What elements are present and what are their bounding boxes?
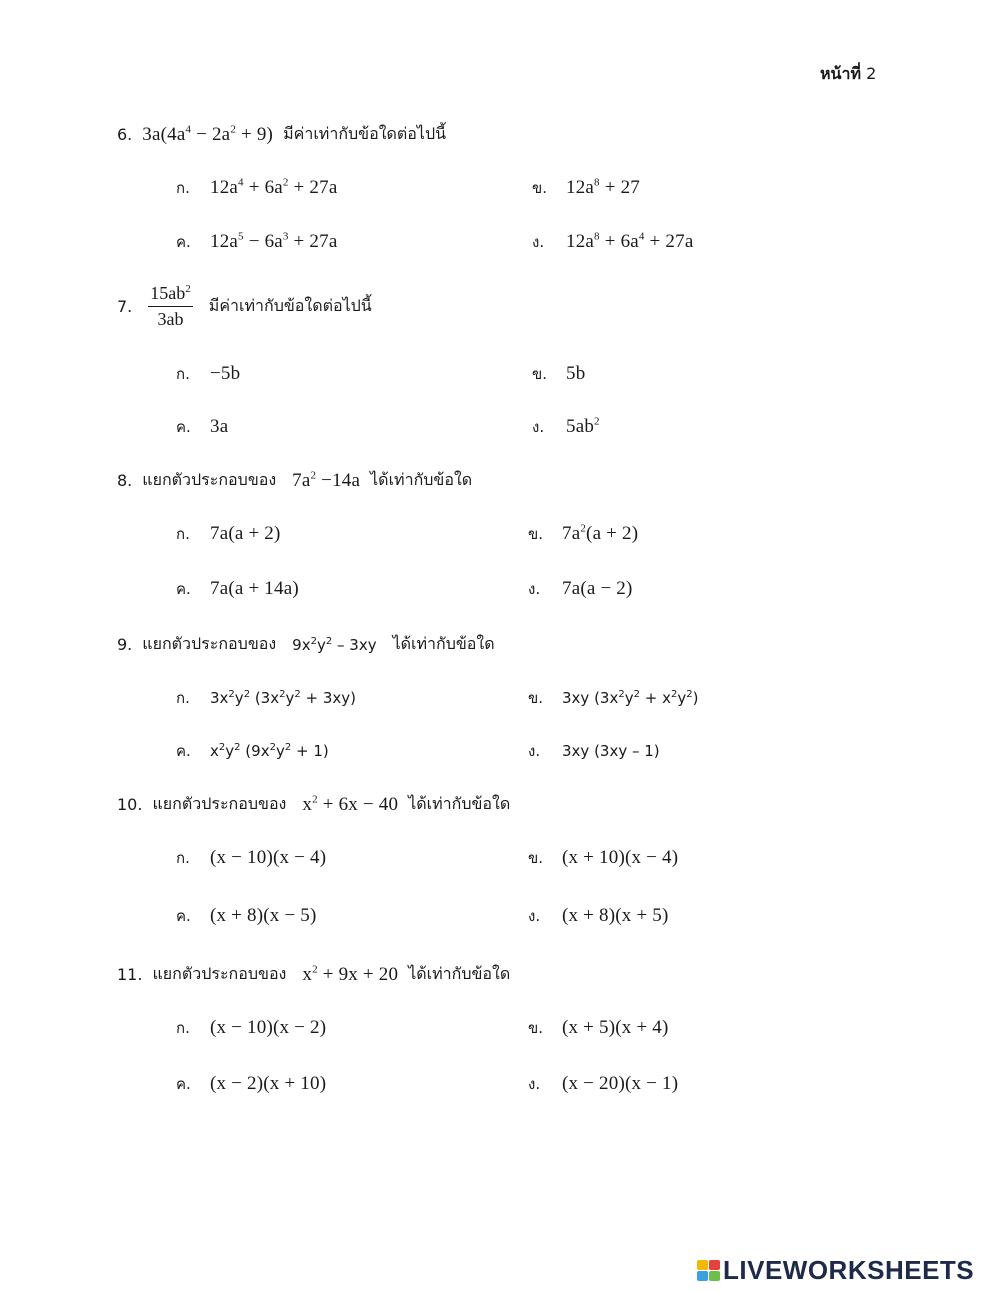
option-10-c[interactable]: ค. (x + 8)(x − 5) bbox=[176, 905, 317, 926]
option-expression: $x^2y^2$ $(9x^2y^2 + 1)$ bbox=[210, 742, 329, 760]
option-11-c[interactable]: ค. (x − 2)(x + 10) bbox=[176, 1073, 327, 1094]
question-number: 10. bbox=[117, 795, 143, 814]
option-10-d[interactable]: ง. (x + 8)(x + 5) bbox=[528, 905, 669, 926]
option-6-c[interactable]: ค. $12a^5 - 6a^3 + 27a$ bbox=[176, 230, 338, 252]
page-number-value: 2 bbox=[866, 64, 877, 83]
option-expression: (x − 10)(x − 4) bbox=[210, 847, 327, 868]
option-expression: (x + 8)(x + 5) bbox=[562, 905, 669, 926]
option-11-d[interactable]: ง. (x − 20)(x − 1) bbox=[528, 1073, 679, 1094]
option-6-a[interactable]: ก. $12a^4 + 6a^2 + 27a$ bbox=[176, 176, 338, 198]
option-9-a[interactable]: ก. $3x^2y^2$ $(3x^2y^2 + 3xy)$ bbox=[176, 689, 357, 707]
option-8-b[interactable]: ข. $7a^2(a + 2)$ bbox=[528, 522, 639, 544]
option-expression: 7a(a − 2) bbox=[562, 578, 633, 599]
option-expression: $12a^4 + 6a^2 + 27a$ bbox=[210, 176, 338, 198]
option-expression: $7a^2(a + 2)$ bbox=[562, 522, 639, 544]
question-text: มีค่าเท่ากับข้อใดต่อไปนี้ bbox=[208, 296, 372, 315]
question-number: 7. bbox=[117, 297, 133, 316]
option-expression: 3xy (3xy – 1) bbox=[562, 742, 660, 760]
option-expression: $12a^8 + 6a^4 + 27a$ bbox=[566, 230, 694, 252]
question-text-prefix: แยกตัวประกอบของ bbox=[152, 794, 287, 813]
option-expression: (x + 10)(x − 4) bbox=[562, 847, 679, 868]
question-11 bbox=[117, 962, 510, 987]
option-8-d[interactable]: ง. 7a(a − 2) bbox=[528, 578, 633, 599]
question-expression: $7a^2 -14a$ bbox=[292, 469, 361, 491]
question-text-suffix: ได้เท่ากับข้อใด bbox=[392, 634, 495, 653]
question-text-prefix: แยกตัวประกอบของ bbox=[142, 470, 277, 489]
option-expression: (x − 20)(x − 1) bbox=[562, 1073, 679, 1094]
question-8 bbox=[117, 468, 472, 493]
option-10-a[interactable]: ก. (x − 10)(x − 4) bbox=[176, 847, 327, 868]
question-6 bbox=[117, 122, 446, 147]
option-expression: (x − 2)(x + 10) bbox=[210, 1073, 327, 1094]
option-expression: $3x^2y^2$ $(3x^2y^2 + 3xy)$ bbox=[210, 689, 357, 707]
question-text-suffix: ได้เท่ากับข้อใด bbox=[408, 964, 511, 983]
question-text: มีค่าเท่ากับข้อใดต่อไปนี้ bbox=[283, 124, 447, 143]
option-expression: $5ab^2$ bbox=[566, 415, 600, 437]
option-expression: −5b bbox=[210, 363, 241, 384]
option-8-a[interactable]: ก. 7a(a + 2) bbox=[176, 523, 281, 544]
option-9-c[interactable]: ค. $x^2y^2$ $(9x^2y^2 + 1)$ bbox=[176, 742, 329, 760]
question-text-prefix: แยกตัวประกอบของ bbox=[142, 634, 277, 653]
option-expression: (x + 5)(x + 4) bbox=[562, 1017, 669, 1038]
option-10-b[interactable]: ข. (x + 10)(x − 4) bbox=[528, 847, 679, 868]
option-expression: (x − 10)(x − 2) bbox=[210, 1017, 327, 1038]
option-expression: 3xy $(3x^2y^2 + x^2y^2)$ bbox=[562, 689, 699, 707]
question-expression: $9x^2y^2 - 3xy$ bbox=[292, 635, 377, 654]
question-7 bbox=[117, 283, 372, 330]
question-text-prefix: แยกตัวประกอบของ bbox=[152, 964, 287, 983]
option-expression: $12a^5 - 6a^3 + 27a$ bbox=[210, 230, 338, 252]
option-11-a[interactable]: ก. (x − 10)(x − 2) bbox=[176, 1017, 327, 1038]
logo-text: LIVEWORKSHEETS bbox=[723, 1254, 975, 1285]
question-9 bbox=[117, 632, 495, 657]
option-expression: 5b bbox=[566, 363, 586, 384]
question-number: 6. bbox=[117, 125, 133, 144]
option-expression: (x + 8)(x − 5) bbox=[210, 905, 317, 926]
option-9-b[interactable]: ข. 3xy $(3x^2y^2 + x^2y^2)$ bbox=[528, 689, 699, 707]
question-number: 8. bbox=[117, 471, 133, 490]
option-7-a[interactable]: ก. −5b bbox=[176, 363, 241, 384]
question-expression: $x^2 + 9x + 20$ bbox=[302, 963, 399, 985]
option-9-d[interactable]: ง. 3xy (3xy – 1) bbox=[528, 742, 660, 760]
option-expression: 7a(a + 14a) bbox=[210, 578, 299, 599]
option-6-b[interactable]: ข. $12a^8 + 27$ bbox=[532, 176, 640, 198]
option-7-b[interactable]: ข. 5b bbox=[532, 363, 586, 384]
page-number bbox=[820, 62, 876, 87]
question-10 bbox=[117, 792, 510, 817]
option-8-c[interactable]: ค. 7a(a + 14a) bbox=[176, 578, 299, 599]
question-fraction: $\frac{15ab^2}{3ab}$ bbox=[150, 283, 191, 329]
option-expression: 3a bbox=[210, 416, 229, 437]
logo-blocks-icon bbox=[697, 1260, 720, 1281]
page-number-label: หน้าที่ bbox=[820, 64, 862, 83]
question-expression: $3a(4a^4 - 2a^2 + 9)$ bbox=[142, 123, 274, 145]
question-number: 9. bbox=[117, 635, 133, 654]
question-number: 11. bbox=[117, 965, 143, 984]
option-6-d[interactable]: ง. $12a^8 + 6a^4 + 27a$ bbox=[532, 230, 694, 252]
question-text-suffix: ได้เท่ากับข้อใด bbox=[408, 794, 511, 813]
option-7-d[interactable]: ง. $5ab^2$ bbox=[532, 415, 600, 437]
question-text-suffix: ได้เท่ากับข้อใด bbox=[370, 470, 473, 489]
option-expression: 7a(a + 2) bbox=[210, 523, 281, 544]
liveworksheets-logo bbox=[697, 1254, 974, 1286]
option-7-c[interactable]: ค. 3a bbox=[176, 416, 229, 437]
option-11-b[interactable]: ข. (x + 5)(x + 4) bbox=[528, 1017, 669, 1038]
question-expression: $x^2 + 6x - 40$ bbox=[302, 793, 399, 815]
option-expression: $12a^8 + 27$ bbox=[566, 176, 640, 198]
